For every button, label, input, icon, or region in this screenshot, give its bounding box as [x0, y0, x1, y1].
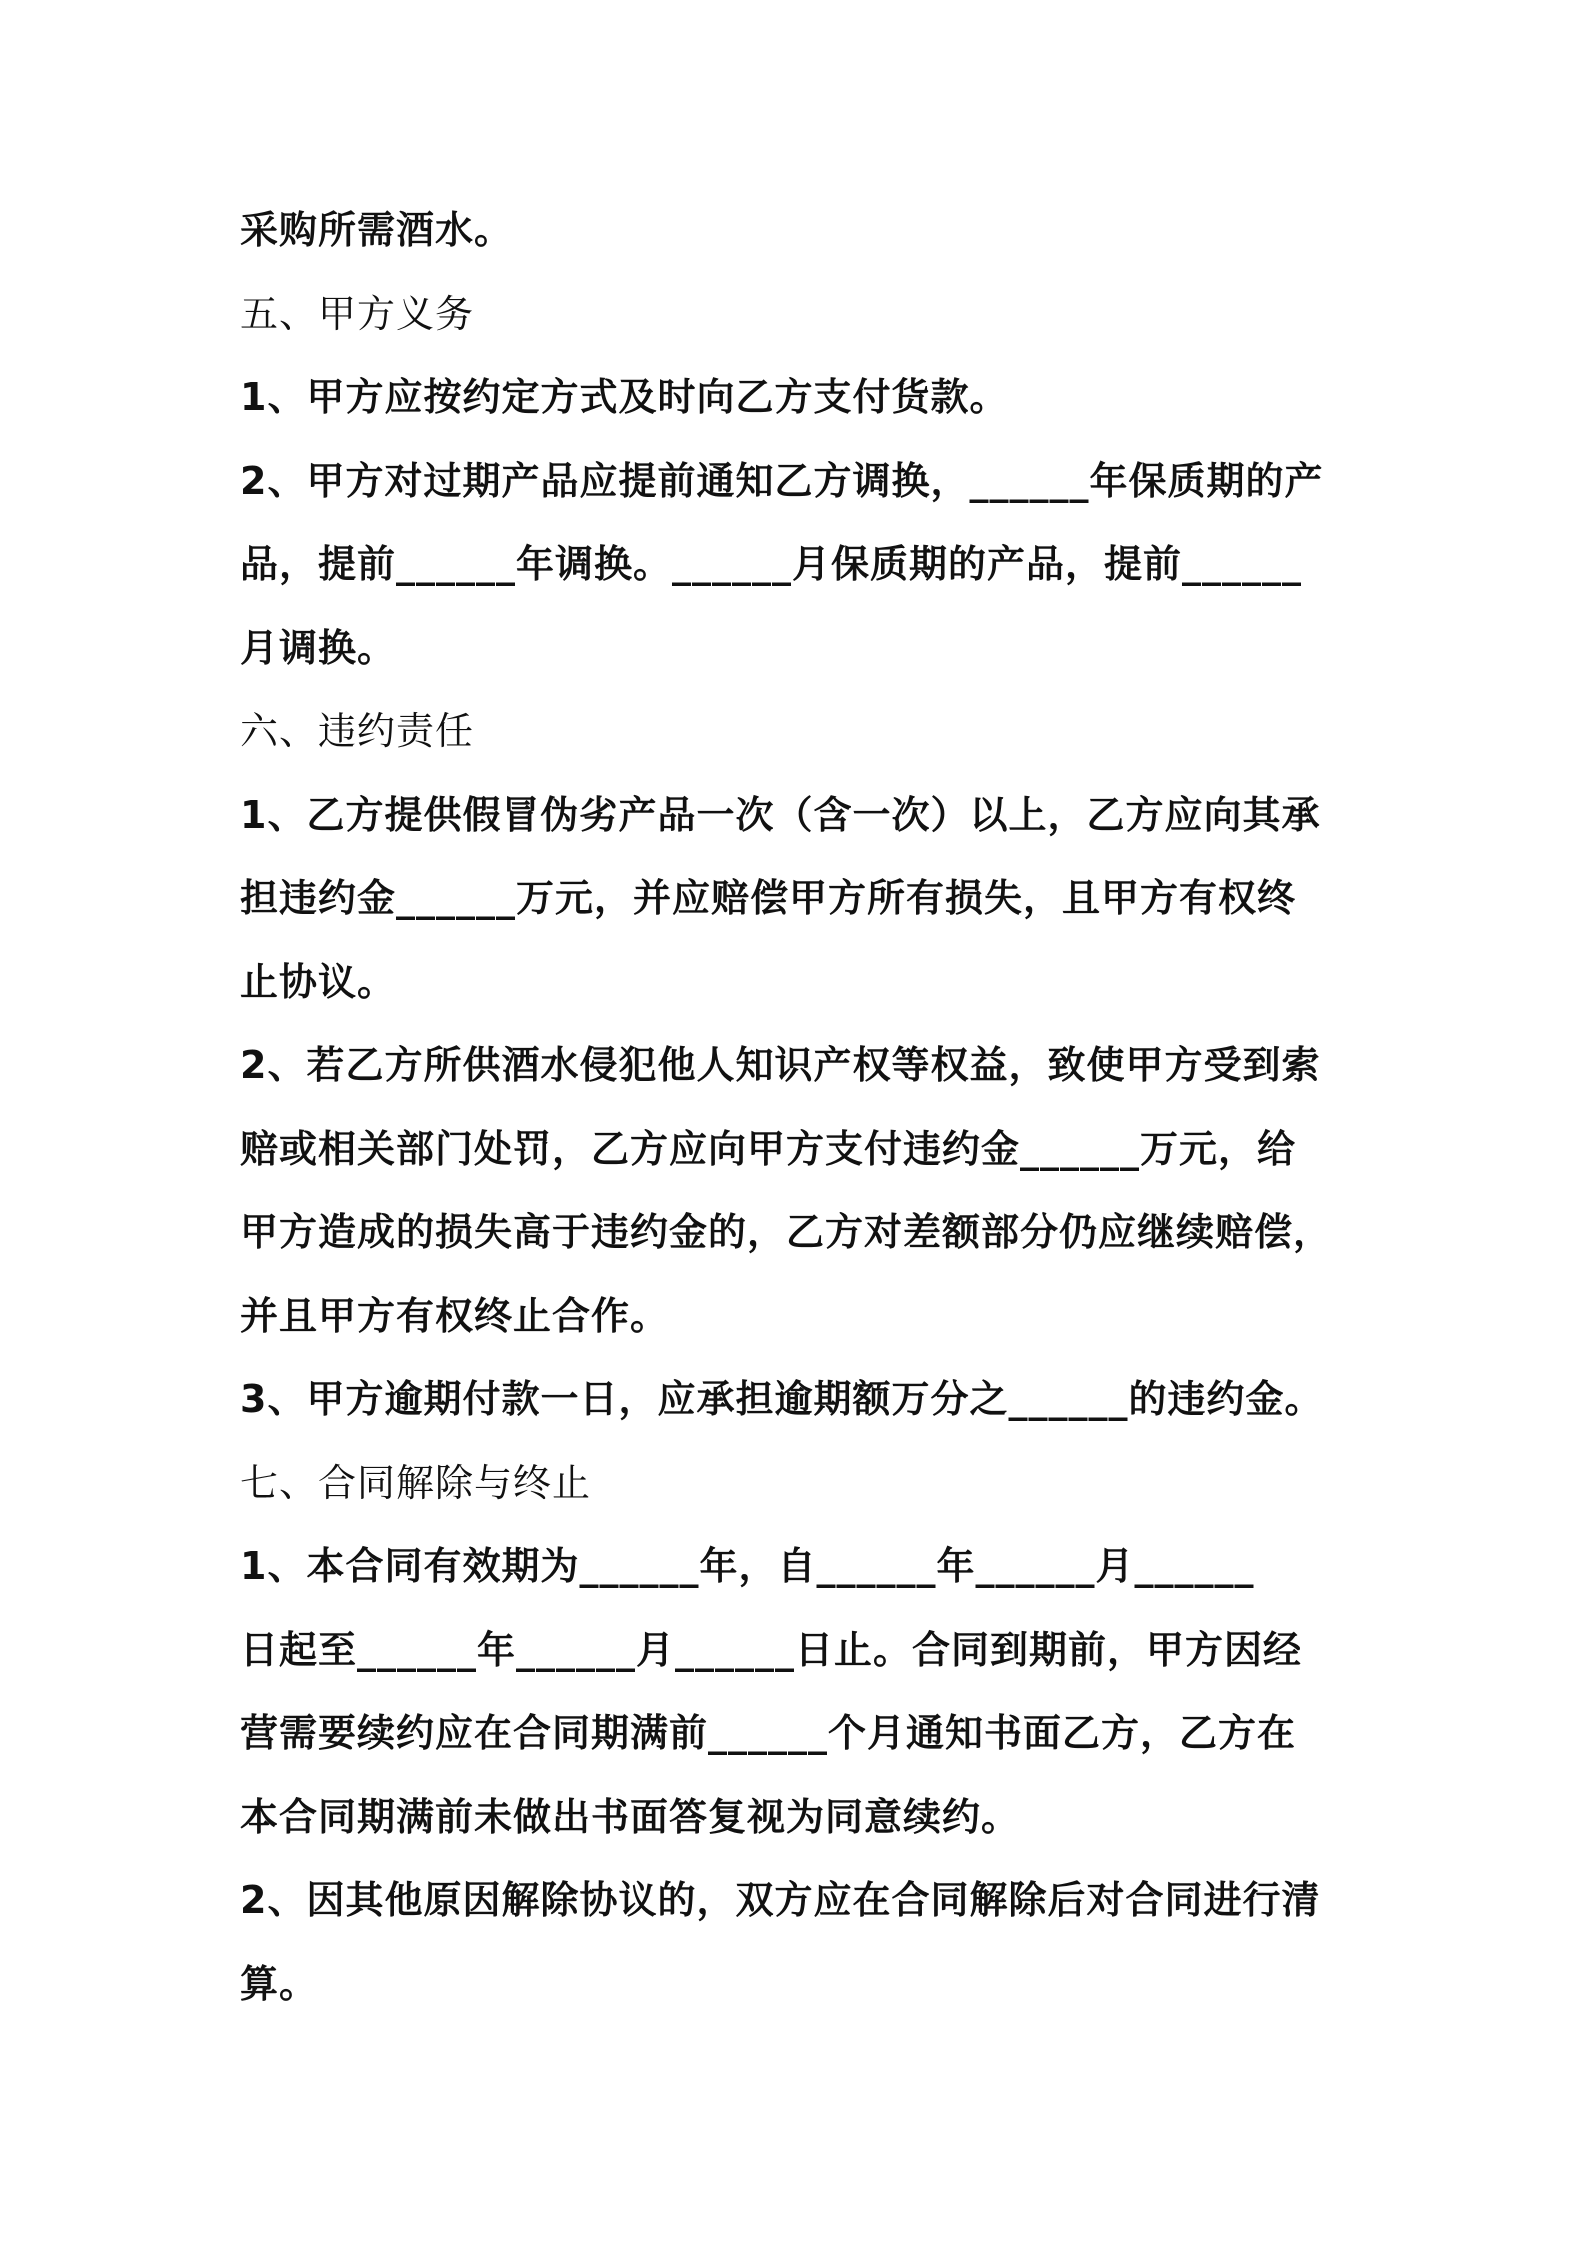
body-text-line: 算。	[240, 1962, 319, 2006]
body-text-line: 2、若乙方所供酒水侵犯他人知识产权等权益，致使甲方受到索	[240, 1043, 1321, 1087]
body-text-line: 月调换。	[240, 626, 397, 670]
body-text-line: 并且甲方有权终止合作。	[240, 1294, 670, 1338]
section-heading: 六、违约责任	[240, 709, 475, 753]
body-text-line: 赔或相关部门处罚，乙方应向甲方支付违约金______万元，给	[240, 1127, 1297, 1171]
body-text-line: 品，提前______年调换。______月保质期的产品，提前______	[240, 542, 1303, 586]
body-text-line: 止协议。	[240, 960, 397, 1004]
body-text-line: 甲方造成的损失高于违约金的，乙方对差额部分仍应继续赔偿，	[240, 1210, 1333, 1254]
body-text-line: 2、甲方对过期产品应提前通知乙方调换，______年保质期的产	[240, 459, 1324, 503]
section-heading: 七、合同解除与终止	[240, 1461, 592, 1505]
body-text-line: 2、因其他原因解除协议的，双方应在合同解除后对合同进行清	[240, 1878, 1321, 1922]
body-text-line: 日起至______年______月______日止。合同到期前，甲方因经	[240, 1628, 1303, 1672]
body-text-line: 3、甲方逾期付款一日，应承担逾期额万分之______的违约金。	[240, 1377, 1324, 1421]
body-text-line: 采购所需酒水。	[240, 208, 514, 252]
body-text-line: 1、甲方应按约定方式及时向乙方支付货款。	[240, 375, 1009, 419]
body-text-line: 本合同期满前未做出书面答复视为同意续约。	[240, 1795, 1021, 1839]
body-text-line: 担违约金______万元，并应赔偿甲方所有损失，且甲方有权终	[240, 876, 1297, 920]
body-text-line: 营需要续约应在合同期满前______个月通知书面乙方，乙方在	[240, 1711, 1297, 1755]
section-heading: 五、甲方义务	[240, 292, 475, 336]
body-text-line: 1、本合同有效期为______年，自______年______月______	[240, 1544, 1255, 1588]
body-text-line: 1、乙方提供假冒伪劣产品一次（含一次）以上，乙方应向其承	[240, 793, 1321, 837]
